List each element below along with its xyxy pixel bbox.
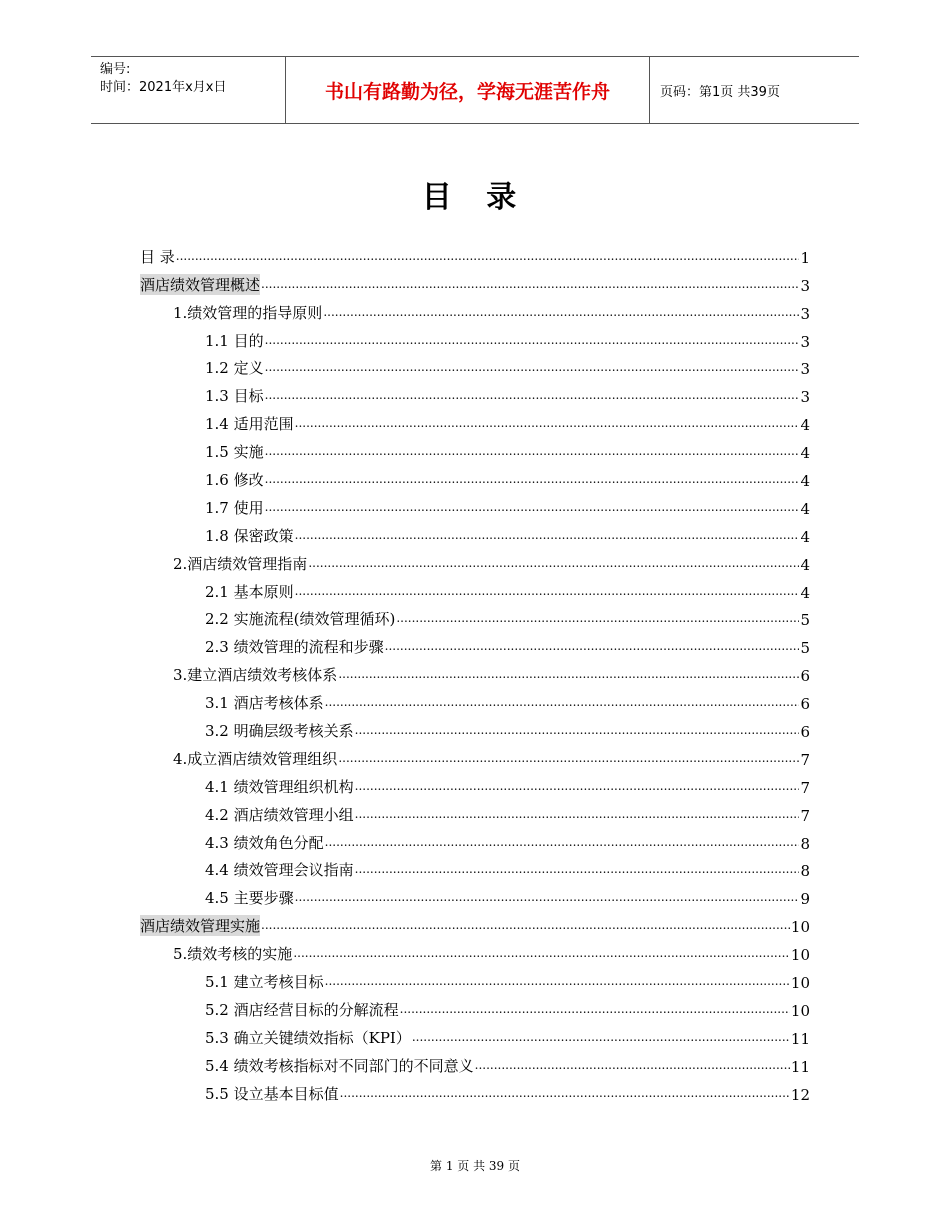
toc-entry-label: 2.3 绩效管理的流程和步骤 <box>205 638 384 657</box>
toc-leader-dots <box>325 834 800 850</box>
toc-entry-label: 5.5 设立基本目标值 <box>205 1084 339 1103</box>
toc-entry-label: 酒店绩效管理概述 <box>140 275 261 294</box>
toc-entry-page: 1 <box>800 248 810 267</box>
toc-entry-page: 5 <box>800 639 810 658</box>
document-time-label: 时间：2021年x月x日 <box>100 80 227 95</box>
toc-entry-label: 4.2 酒店绩效管理小组 <box>205 805 354 824</box>
toc-entry-page: 6 <box>800 723 810 742</box>
toc-entry[interactable] <box>140 797 810 825</box>
toc-entry-page: 10 <box>790 1001 810 1020</box>
toc-entry[interactable] <box>140 908 810 936</box>
toc-leader-dots <box>295 527 800 543</box>
toc-leader-dots <box>323 304 799 320</box>
toc-entry-page: 8 <box>800 834 810 853</box>
toc-entry-page: 3 <box>800 388 810 407</box>
toc-entry[interactable] <box>140 629 810 657</box>
toc-entry[interactable] <box>140 769 810 797</box>
toc-entry-page: 3 <box>800 332 810 351</box>
toc-entry-label: 3.2 明确层级考核关系 <box>205 722 354 741</box>
toc-entry-label: 1.4 适用范围 <box>205 415 294 434</box>
toc-leader-dots <box>265 443 800 459</box>
toc-entry-page: 11 <box>790 1057 810 1076</box>
toc-entry-label: 1.8 保密政策 <box>205 526 294 545</box>
toc-entry-page: 4 <box>800 583 810 602</box>
toc-entry-page: 10 <box>790 946 810 965</box>
toc-entry-label: 5.3 确立关键绩效指标（KPI） <box>205 1028 411 1047</box>
toc-leader-dots <box>261 917 790 933</box>
table-of-contents <box>140 239 810 1104</box>
toc-leader-dots <box>400 1001 790 1017</box>
toc-entry[interactable] <box>140 992 810 1020</box>
toc-entry-label: 4.1 绩效管理组织机构 <box>205 777 354 796</box>
toc-entry-page: 7 <box>800 778 810 797</box>
toc-leader-dots <box>475 1057 790 1073</box>
toc-entry[interactable] <box>140 295 810 323</box>
toc-leader-dots <box>308 555 799 571</box>
toc-entry[interactable] <box>140 267 810 295</box>
toc-entry[interactable] <box>140 741 810 769</box>
toc-leader-dots <box>325 973 790 989</box>
toc-entry-label: 1.7 使用 <box>205 498 264 517</box>
toc-leader-dots <box>338 666 799 682</box>
toc-entry[interactable] <box>140 490 810 518</box>
toc-entry[interactable] <box>140 546 810 574</box>
toc-entry-label: 5.4 绩效考核指标对不同部门的不同意义 <box>205 1056 474 1075</box>
toc-entry-page: 5 <box>800 611 810 630</box>
toc-entry-label: 4.成立酒店绩效管理组织 <box>173 749 338 768</box>
toc-entry-page: 12 <box>790 1085 810 1104</box>
toc-entry-page: 8 <box>800 862 810 881</box>
toc-leader-dots <box>293 945 790 961</box>
page-header <box>91 56 859 124</box>
toc-entry-label: 目 录 <box>140 247 175 266</box>
toc-entry-label: 3.建立酒店绩效考核体系 <box>173 666 338 685</box>
toc-entry-page: 4 <box>800 527 810 546</box>
toc-entry[interactable] <box>140 239 810 267</box>
toc-entry-label: 1.3 目标 <box>205 387 264 406</box>
toc-entry[interactable] <box>140 434 810 462</box>
toc-leader-dots <box>265 332 800 348</box>
toc-entry-label: 2.2 实施流程(绩效管理循环) <box>205 610 396 629</box>
toc-entry-page: 6 <box>800 667 810 686</box>
toc-entry-label: 2.1 基本原则 <box>205 582 294 601</box>
toc-leader-dots <box>295 889 800 905</box>
page-footer: 第 1 页 共 39 页 <box>430 1159 520 1173</box>
toc-entry[interactable] <box>140 657 810 685</box>
toc-entry-page: 10 <box>790 918 810 937</box>
toc-entry-page: 4 <box>800 444 810 463</box>
toc-entry[interactable] <box>140 1048 810 1076</box>
toc-entry[interactable] <box>140 462 810 490</box>
toc-entry-page: 3 <box>800 360 810 379</box>
toc-leader-dots <box>338 750 799 766</box>
toc-entry[interactable] <box>140 1020 810 1048</box>
toc-entry-page: 3 <box>800 304 810 323</box>
toc-leader-dots <box>265 499 800 515</box>
toc-entry[interactable] <box>140 518 810 546</box>
toc-entry[interactable] <box>140 964 810 992</box>
toc-entry[interactable] <box>140 685 810 713</box>
toc-leader-dots <box>355 806 800 822</box>
toc-entry-page: 4 <box>800 555 810 574</box>
toc-entry-label: 3.1 酒店考核体系 <box>205 694 324 713</box>
toc-entry-label: 1.绩效管理的指导原则 <box>173 303 323 322</box>
toc-entry-page: 4 <box>800 416 810 435</box>
toc-leader-dots <box>265 387 800 403</box>
toc-leader-dots <box>355 778 800 794</box>
toc-entry-label: 酒店绩效管理实施 <box>140 917 261 936</box>
toc-entry-label: 1.2 定义 <box>205 359 264 378</box>
toc-entry-page: 4 <box>800 499 810 518</box>
header-page-info: 页码：第1页 共39页 <box>660 84 780 100</box>
toc-entry-label: 2.酒店绩效管理指南 <box>173 554 308 573</box>
toc-entry-page: 6 <box>800 695 810 714</box>
header-motto: 书山有路勤为径，学海无涯苦作舟 <box>286 57 650 123</box>
toc-leader-dots <box>176 248 800 264</box>
toc-entry-label: 1.1 目的 <box>205 331 264 350</box>
toc-entry-label: 5.绩效考核的实施 <box>173 945 293 964</box>
document-title: 目 录 <box>421 180 529 215</box>
toc-entry-page: 7 <box>800 750 810 769</box>
toc-entry[interactable] <box>140 602 810 630</box>
toc-entry[interactable] <box>140 406 810 434</box>
toc-leader-dots <box>261 276 799 292</box>
toc-entry[interactable] <box>140 880 810 908</box>
toc-entry-label: 5.1 建立考核目标 <box>205 973 324 992</box>
toc-entry-page: 9 <box>800 890 810 909</box>
toc-entry[interactable] <box>140 853 810 881</box>
toc-entry[interactable] <box>140 936 810 964</box>
header-meta <box>91 57 286 123</box>
toc-entry[interactable] <box>140 713 810 741</box>
toc-entry[interactable] <box>140 323 810 351</box>
toc-leader-dots <box>355 722 800 738</box>
toc-leader-dots <box>295 415 800 431</box>
toc-leader-dots <box>295 583 800 599</box>
toc-entry[interactable] <box>140 351 810 379</box>
toc-entry-page: 4 <box>800 472 810 491</box>
toc-entry-label: 1.6 修改 <box>205 471 264 490</box>
toc-entry-label: 4.3 绩效角色分配 <box>205 833 324 852</box>
toc-entry[interactable] <box>140 825 810 853</box>
toc-entry-page: 7 <box>800 806 810 825</box>
toc-entry-page: 3 <box>800 276 810 295</box>
toc-leader-dots <box>265 359 800 375</box>
toc-entry-label: 4.4 绩效管理会议指南 <box>205 861 354 880</box>
toc-entry[interactable] <box>140 574 810 602</box>
toc-entry-page: 10 <box>790 974 810 993</box>
toc-entry-label: 5.2 酒店经营目标的分解流程 <box>205 1000 399 1019</box>
toc-entry-label: 4.5 主要步骤 <box>205 889 294 908</box>
document-number-label: 编号: <box>100 62 131 77</box>
toc-leader-dots <box>325 694 800 710</box>
toc-entry[interactable] <box>140 378 810 406</box>
toc-leader-dots <box>396 610 799 626</box>
toc-entry-label: 1.5 实施 <box>205 443 264 462</box>
toc-leader-dots <box>385 638 800 654</box>
toc-leader-dots <box>412 1029 790 1045</box>
toc-entry[interactable] <box>140 1076 810 1104</box>
toc-leader-dots <box>340 1085 790 1101</box>
toc-leader-dots <box>355 861 800 877</box>
toc-leader-dots <box>265 471 800 487</box>
toc-entry-page: 11 <box>790 1029 810 1048</box>
